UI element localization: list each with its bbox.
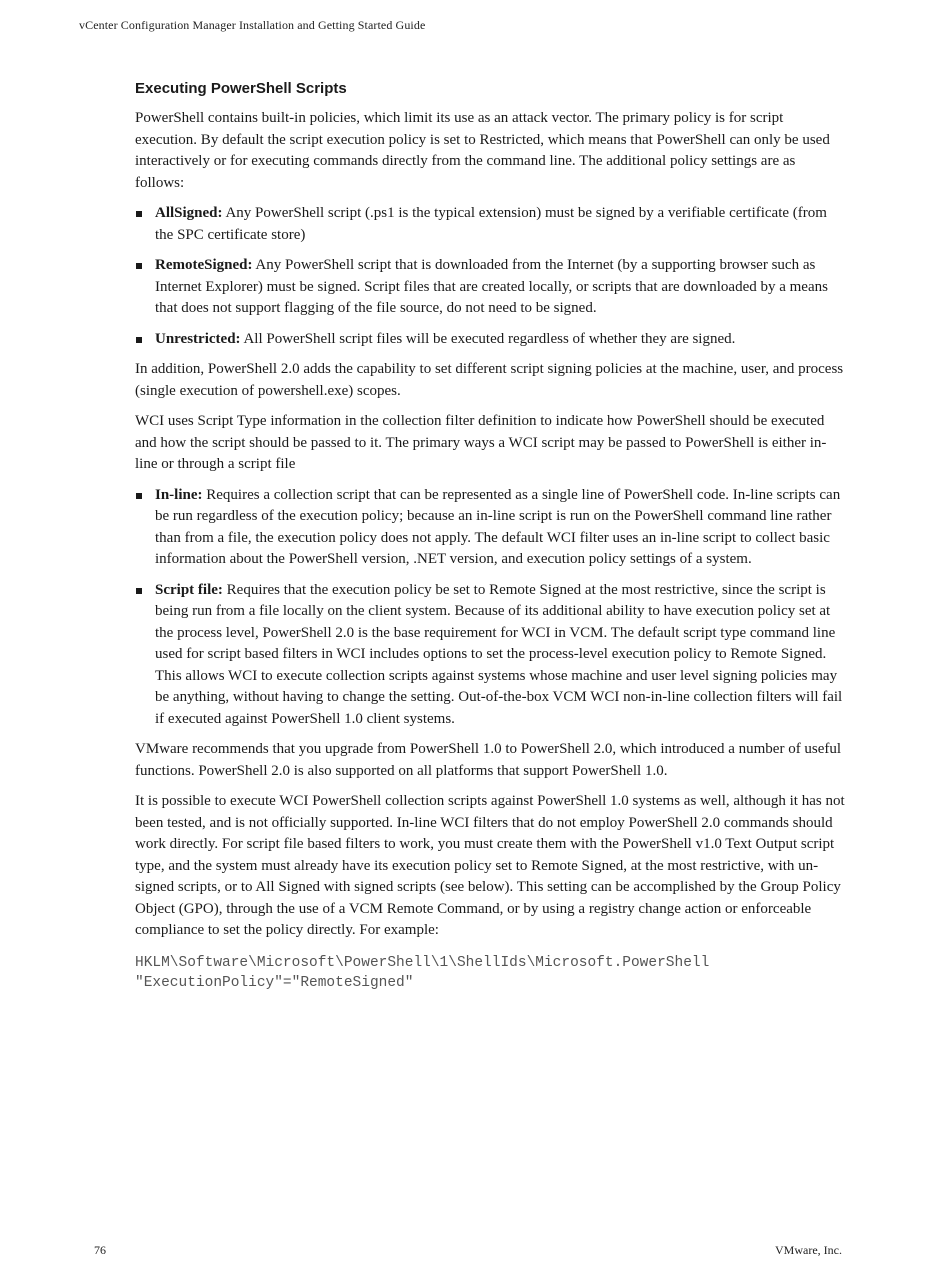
square-bullet-icon — [136, 337, 142, 343]
list-item-text: Any PowerShell script (.ps1 is the typical extension) must be signed by a verifiable certificate (from the SPC certificate store) — [155, 205, 827, 243]
list-item — [135, 203, 847, 246]
scopes-paragraph: In addition, PowerShell 2.0 adds the capability to set different script signing policies at the machine, user, and process (single execution of powershell.exe) scopes. — [135, 361, 844, 399]
square-bullet-icon — [136, 588, 142, 594]
policy-list — [135, 203, 847, 350]
square-bullet-icon — [136, 263, 142, 269]
code-line: "ExecutionPolicy"="RemoteSigned" — [135, 975, 414, 991]
wci-paragraph: WCI uses Script Type information in the collection filter definition to indicate how PowerShell should be executed and how the script should be passed to it. The primary ways a WCI script may be passed to PowerShell is either in-line or through a script file — [135, 413, 827, 472]
list-item-text: Any PowerShell script that is downloaded from the Internet (by a supporting browser such as Internet Explorer) must be signed. Script files that are created locally, or scripts that are downloaded by a means that does not support flagging of the file source, do not need to be signed. — [155, 257, 828, 316]
publisher-name: VMware, Inc. — [775, 1243, 842, 1257]
running-header: vCenter Configuration Manager Installation and Getting Started Guide — [79, 18, 426, 32]
list-item-text: Requires that the execution policy be set to Remote Signed at the most restrictive, since the script is being run from a file locally on the client system. Because of its additional ability to have execution policy set at the process level, PowerShell 2.0 is the base requirement for WCI in VCM. The default script type command line used for script based filters in WCI includes options to set the process-level execution policy to Remote Signed. This allows WCI to execute collection scripts against systems whose machine and user level signing policies may be anything, without having to change the setting. Out-of-the-box VCM WCI non-in-line collection filters will fail if executed against PowerShell 1.0 client systems. — [155, 581, 843, 727]
list-item — [135, 485, 847, 571]
list-item-term: Script file: — [155, 581, 223, 598]
page-number: 76 — [94, 1243, 106, 1257]
script-type-list — [135, 485, 847, 731]
list-item-text: All PowerShell script files will be executed regardless of whether they are signed. — [240, 330, 736, 347]
registry-code-block — [135, 953, 847, 994]
code-line: HKLM\Software\Microsoft\PowerShell\1\ShellIds\Microsoft.PowerShell — [135, 954, 710, 971]
recommend-paragraph: VMware recommends that you upgrade from PowerShell 1.0 to PowerShell 2.0, which introduced a number of useful functions. PowerShell 2.0 is also supported on all platforms that support PowerShell 1.0. — [135, 741, 842, 779]
possible-paragraph: It is possible to execute WCI PowerShell collection scripts against PowerShell 1.0 systems as well, although it has not been tested, and is not officially supported. In-line WCI filters that do not employ PowerShell 2.0 commands should work directly. For script file based filters to work, you must create them with the PowerShell v1.0 Text Output script type, and the system must already have its execution policy set to Remote Signed, at the most restrictive, with un-signed scripts, or to All Signed with signed scripts (see below). This setting can be accomplished by the Group Policy Object (GPO), through the use of a VCM Remote Command, or by using a registry change action or enforceable compliance to set the policy directly. For example: — [135, 793, 845, 938]
list-item — [135, 255, 847, 320]
square-bullet-icon — [136, 211, 142, 217]
section-heading: Executing PowerShell Scripts — [135, 80, 347, 97]
list-item-term: AllSigned: — [155, 205, 223, 221]
list-item-text: Requires a collection script that can be represented as a single line of PowerShell code. In-line scripts can be run regardless of the execution policy; because an in-line script is run on the PowerShell command line rather than from a file, the execution policy does not apply. The default WCI filter uses an in-line script to collect basic information about the PowerShell version, .NET version, and execution policy settings of a system. — [155, 486, 841, 567]
intro-paragraph: PowerShell contains built-in policies, which limit its use as an attack vector. The primary policy is for script execution. By default the script execution policy is set to Restricted, which means that PowerShell can only be used interactively or for executing commands directly from the command line. The additional policy settings are as follows: — [135, 110, 830, 191]
list-item-term: Unrestricted: — [155, 330, 241, 347]
page-content — [135, 78, 847, 994]
list-item — [135, 329, 847, 351]
list-item — [135, 580, 847, 731]
square-bullet-icon — [136, 493, 142, 499]
list-item-term: In-line: — [155, 486, 203, 503]
list-item-term: RemoteSigned: — [155, 257, 253, 273]
